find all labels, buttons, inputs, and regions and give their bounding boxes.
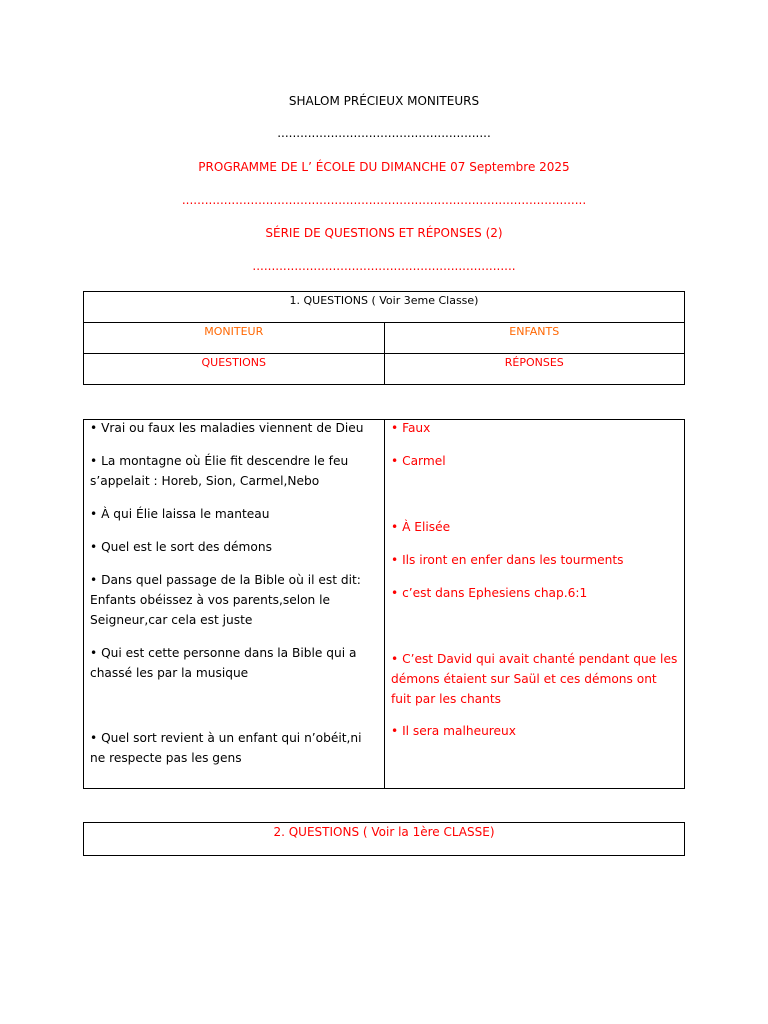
answer-item: • c’est dans Ephesiens chap.6:1 [391, 586, 588, 600]
section2-title-cell [84, 823, 685, 856]
answer-item: • Faux [391, 421, 431, 435]
answer-item: • Carmel [391, 454, 446, 468]
question-item: • Dans quel passage de la Bible où il est dit: Enfants obéissez à vos parents,selon le Seigneur,car cela est juste [90, 573, 361, 627]
question-item: • La montagne où Élie fit descendre le feu s’appelait : Horeb, Sion, Carmel,Nebo [90, 454, 349, 488]
question-item: • Quel est le sort des démons [90, 540, 272, 554]
question-item: • Vrai ou faux les maladies viennent de Dieu [90, 421, 364, 435]
answer-item: • Il sera malheureux [391, 724, 516, 738]
program-heading: PROGRAMME DE L’ ÉCOLE DU DIMANCHE 07 Septembre 2025 [198, 160, 570, 174]
questions-header: QUESTIONS [201, 356, 266, 369]
section1-title-cell [84, 292, 685, 323]
answers-column [385, 420, 685, 789]
section2-title: 2. QUESTIONS ( Voir la 1ère CLASSE) [273, 825, 495, 839]
qa-table [83, 419, 685, 789]
separator-dots: .......................................................................................................... [181, 193, 587, 207]
moniteur-cell [84, 323, 385, 354]
section1-title: 1. QUESTIONS ( Voir 3eme Classe) [289, 294, 479, 307]
section1-header-table [83, 291, 685, 385]
answer-item: • C’est David qui avait chanté pendant que les démons étaient sur Saül et ces démons ont fuit par les chants [391, 652, 678, 706]
reponses-header: RÉPONSES [504, 356, 564, 369]
answer-item: • Ils iront en enfer dans les tourments [391, 553, 624, 567]
answer-item: • À Elisée [391, 520, 451, 534]
document-title: SHALOM PRÉCIEUX MONITEURS [288, 94, 480, 108]
separator-dots: ........................................................ [277, 126, 491, 140]
series-heading: SÉRIE DE QUESTIONS ET RÉPONSES (2) [265, 226, 503, 240]
separator-dots: ..................................................................... [252, 259, 516, 273]
questions-header-cell [84, 354, 385, 385]
moniteur-label: MONITEUR [204, 325, 264, 338]
enfants-cell [384, 323, 685, 354]
questions-column [84, 420, 385, 789]
enfants-label: ENFANTS [509, 325, 560, 338]
reponses-header-cell [384, 354, 685, 385]
question-item: • Quel sort revient à un enfant qui n’obéit,ni ne respecte pas les gens [90, 731, 362, 765]
question-item: • À qui Élie laissa le manteau [90, 507, 270, 521]
section2-table [83, 822, 685, 856]
question-item: • Qui est cette personne dans la Bible qui a chassé les par la musique [90, 646, 357, 680]
